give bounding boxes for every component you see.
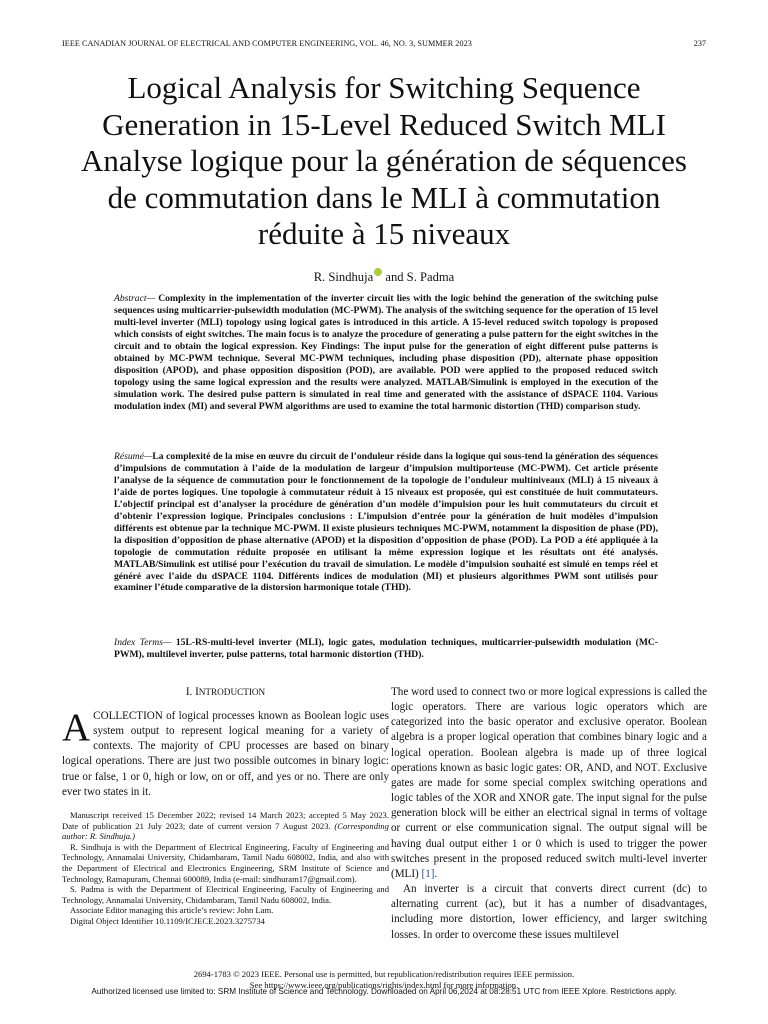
index-terms-label: Index Terms—	[114, 637, 172, 648]
running-head: IEEE CANADIAN JOURNAL OF ELECTRICAL AND COMPUTER ENGINEERING, VOL. 46, NO. 3, SUMMER 2023	[62, 39, 472, 48]
author-line	[0, 268, 768, 285]
footnote-manuscript: Manuscript received 15 December 2022; revised 14 March 2023; accepted 5 May 2023. Date of publication 21 July 2023; date of current version 7 August 2023. (Corresponding author: R. Sindhuja.)	[62, 810, 389, 842]
page-number: 237	[693, 39, 706, 48]
title-line: Logical Analysis for Switching Sequence	[127, 70, 641, 105]
not-gate: NOT	[634, 761, 658, 774]
license-notice: Authorized licensed use limited to: SRM Institute of Science and Technology. Downloaded on April 06,2024 at 08:28:51 UTC from IEEE Xplore. Restrictions apply.	[91, 987, 677, 996]
author-name: and S. Padma	[382, 270, 455, 284]
title-line: Generation in 15-Level Reduced Switch MLI	[102, 106, 666, 142]
section-heading	[62, 686, 389, 698]
intro-text: COLLECTION of logical processes known as Boolean logic uses system output to represent logical meaning for a variety of contexts. The majority of CPU processes are based on binary logical operations. There are just two possible outcomes in binary logic: true or false, 1 or 0, high or low, on or off, and yes or no. There are only ever two states in it.	[62, 710, 389, 798]
intro-paragraph	[62, 706, 389, 800]
title-line: de commutation dans le MLI à commutation	[107, 179, 661, 215]
section-title-initial: I	[195, 686, 199, 698]
or-gate: OR	[564, 761, 581, 774]
footnote-author1: R. Sindhuja is with the Department of Electrical Engineering, Faculty of Engineering and Technology, Annamalai University, Chidambaram, Tamil Nadu 608002, India, and also with the Department of Electrical and Electronics Engineering, SRM Institute of Science and Technology, Ramapuram, Chennai 600089, India (e-mail: sindhuram17@gmail.com).	[62, 841, 389, 884]
abstract-text: Complexity in the implementation of the inverter circuit lies with the logic behind the generation of the switching pulse sequences using multicarrier-pulsewidth modulation (MC-PWM). The analysis of the switching sequence for the operation of 15 level multi-level inverter (MLI) topology using logical gates is introduced in this article. A 15-level reduced switch topology is proposed which consists of eight switches. The main focus is to analyze the procedure of generating a pulse pattern for the eight switches in the circuit and to obtain the logical expression. Key Findings: The input pulse for the generation of eight different pulse patterns is obtained by MC-PWM technique. Several MC-PWM techniques, including phase disposition (PD), alternate phase opposition disposition (APOD), and phase opposition disposition (POD), are available. POD were applied to the proposed reduced switch topology using the same logical expression and the results were analyzed. MATLAB/Simulink is employed in the execution of the simulation work. The desired pulse pattern is simulated in real time and generated with the assistance of dSPACE 1104. Various modulation index (MI) and several PWM algorithms are used to examine the total harmonic distortion (THD) comparison study.	[114, 293, 658, 412]
section-number: I.	[185, 686, 196, 698]
drop-cap: A	[62, 706, 91, 749]
body-paragraph: The word used to connect two or more logical expressions is called the logic operators. There are various logic operators which are categorized into the basic operator and exclusive operator. Boolean algebra is a proper logical operation that combines binary logic and a logical operation. Boolean algebra is made up of three logical operations known as basic logic gates: OR, AND, and NOT. Exclusive gates are made for some special complex switching operations and logic tables of the XOR and XNOR gate. The input signal for the pulse generation block will be either an electrical signal in terms of voltage or current or else communication signal. The output signal will be having dual output either 1 or 0 which is used to trigger the power switches present in the proposed reduced switch multi-level inverter (MLI) [1].	[391, 686, 708, 880]
section-title-rest: NTRODUCTION	[198, 687, 266, 697]
and-gate: AND	[586, 761, 611, 774]
footnote-editor: Associate Editor managing this article’s review: John Lam.	[70, 905, 274, 916]
author-name: R. Sindhuja	[313, 270, 374, 284]
resume-label: Résumé—	[114, 451, 153, 462]
copyright-text: 2694-1783 © 2023 IEEE. Personal use is permitted, but republication/redistribution requires IEEE permission.	[193, 969, 575, 979]
resume	[114, 451, 658, 594]
title-line: réduite à 15 niveaux	[257, 216, 511, 251]
abstract-label: Abstract—	[114, 293, 156, 304]
footnotes	[62, 810, 389, 927]
citation-link[interactable]: [1]	[421, 867, 435, 880]
abstract	[114, 293, 658, 413]
footnote-author2: S. Padma is with the Department of Electrical Engineering, Faculty of Engineering and Technology, Annamalai University, Chidambaram, Tamil Nadu 608002, India.	[62, 884, 389, 905]
corresponding-author-note: (Corresponding author: R. Sindhuja.)	[62, 820, 389, 842]
orcid-icon[interactable]	[374, 268, 382, 276]
right-column	[391, 685, 707, 943]
rights-url[interactable]: See https://www.ieee.org/publications/rights/index.html for more information.	[249, 979, 519, 990]
resume-text: La complexité de la mise en œuvre du circuit de l’onduleur réside dans la logique qui sous-tend la génération des séquences d’impulsions de commutation à l’aide de la modulation de largeur d’impulsion multiporteuse (MC-PWM). Cet article présente l’analyse de la séquence de commutation pour le fonctionnement de la topologie de l’onduleur multiniveaux (MLI) à 15 niveaux à l’aide de portes logiques. Une topologie à commutateur réduit à 15 niveaux est proposée, qui est constituée de huit commutateurs. L’objectif principal est d’analyser la procédure de génération d’un modèle d’impulsion pour les huit commutateurs du circuit et d’obtenir l’expression logique. Principales conclusions : L’impulsion d’entrée pour la génération de huit modèles d’impulsion différents est obtenue par la technique MC-PWM. Il existe plusieurs techniques MC-PWM, notamment la disposition de phase (PD), la disposition d’opposition de phase alternative (APOD) et la disposition d’opposition de phase (POD). La POD a été appliquée à la topologie de commutation réduite proposée en utilisant la même expression logique et les résultats ont été analysés. MATLAB/Simulink est utilisé pour l’exécution du travail de simulation. Le modèle d’impulsion souhaité est simulé en temps réel et généré avec l’aide du dSPACE 1104. Différents indices de modulation (MI) et plusieurs algorithmes PWM sont utilisés pour examiner l’étude comparative de la distorsion harmonique totale (THD).	[114, 451, 658, 594]
xor-gate: XOR	[473, 792, 497, 805]
index-terms	[114, 637, 658, 661]
title-line: Analyse logique pour la génération de séquences	[80, 143, 687, 178]
footnote-doi: Digital Object Identifier 10.1109/ICJECE.2023.3275734	[70, 915, 265, 926]
xnor-gate: XNOR	[518, 792, 550, 805]
body-paragraph: An inverter is a circuit that converts direct current (dc) to alternating current (ac), but it has a number of disadvantages, including more distortion, lower efficiency, and larger switching losses. In order to overcome these issues multilevel	[391, 883, 707, 941]
index-terms-text: 15L-RS-multi-level inverter (MLI), logic gates, modulation techniques, multicarrier-pulsewidth modulation (MC-PWM), multilevel inverter, pulse patterns, total harmonic distortion (THD).	[114, 637, 659, 660]
paper-title	[50, 70, 718, 253]
